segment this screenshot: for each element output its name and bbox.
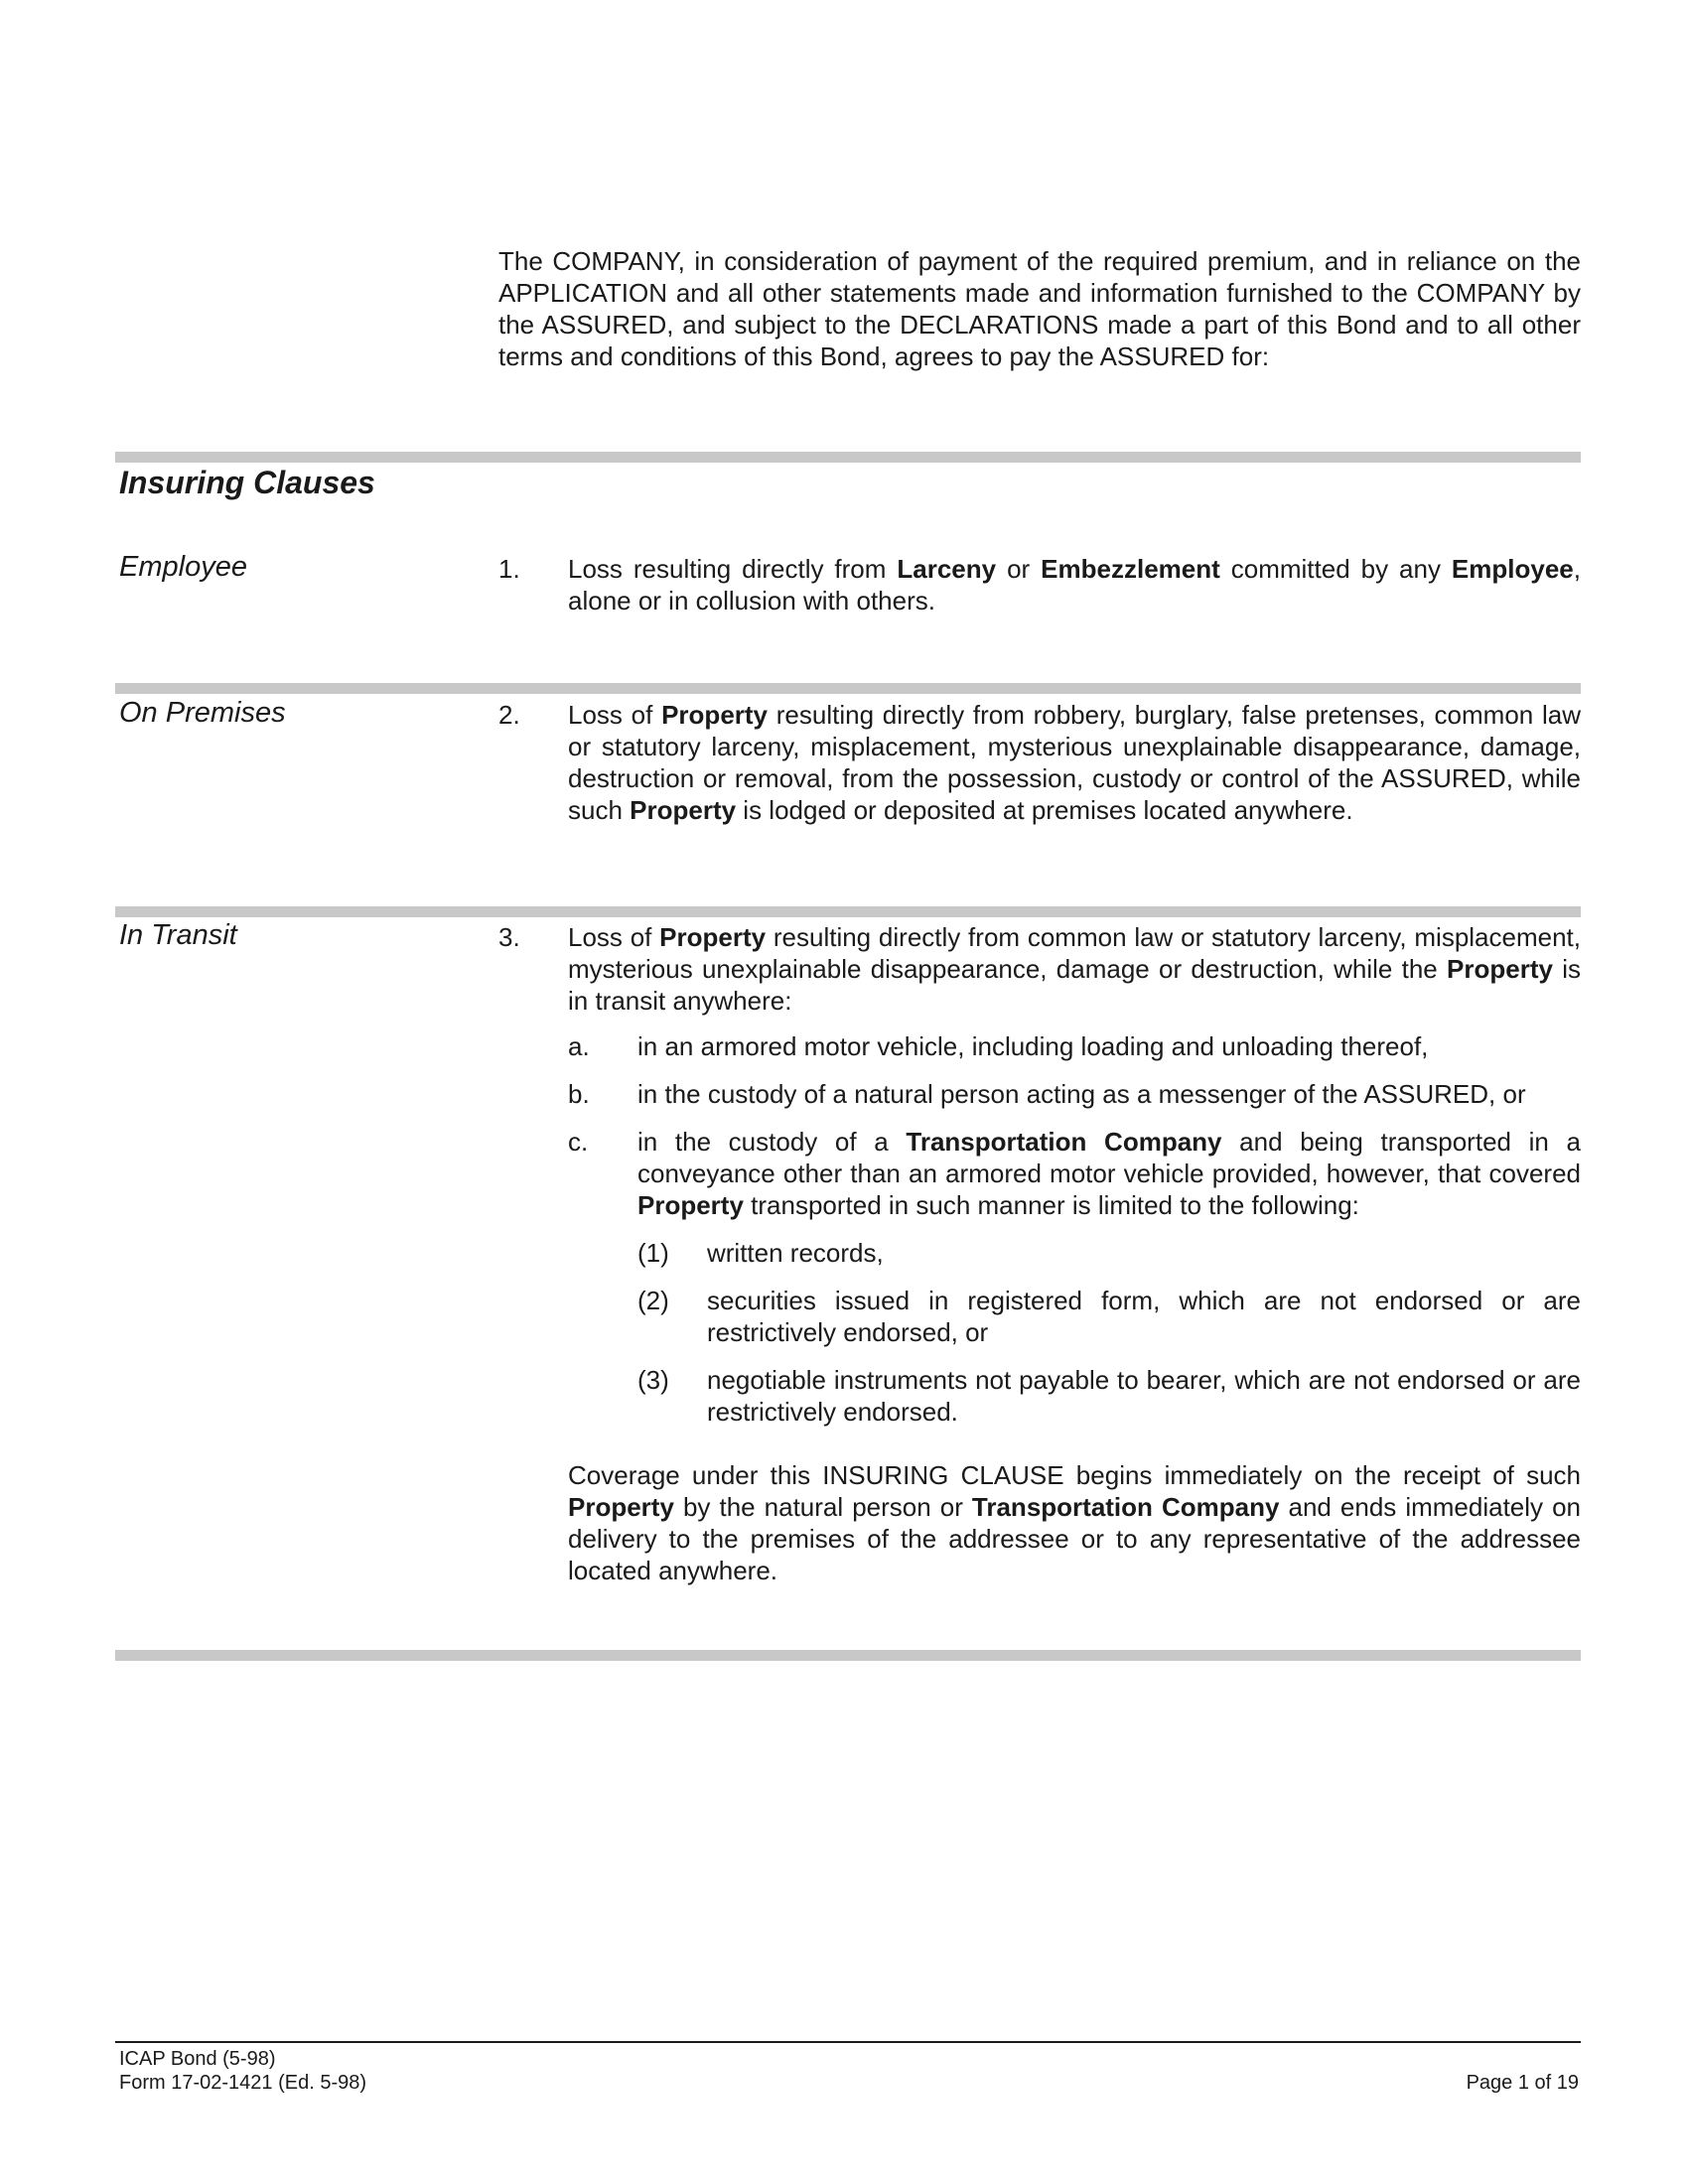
footer-form-number: Form 17-02-1421 (Ed. 5-98) — [119, 2072, 367, 2094]
clause-number: 2. — [498, 700, 520, 730]
clause-employee — [498, 553, 1581, 616]
section-divider — [115, 683, 1581, 694]
defined-term: Embezzlement — [1041, 554, 1220, 584]
text-run: Loss resulting directly from — [568, 554, 898, 584]
closing-paragraph — [568, 1459, 1581, 1586]
sub-item-b — [568, 1078, 1581, 1110]
sub-item-text: in an armored motor vehicle, including loading and unloading thereof, — [637, 1031, 1429, 1061]
clause-number: 1. — [498, 554, 520, 584]
defined-term: Property — [568, 1492, 674, 1522]
clause-item — [498, 699, 1581, 826]
footer-bond-title: ICAP Bond (5-98) — [119, 2048, 276, 2070]
section-divider — [115, 1650, 1581, 1661]
sub-sub-item-3 — [637, 1364, 1581, 1428]
text-run: or — [996, 554, 1042, 584]
sub-item-letter: c. — [568, 1127, 589, 1157]
defined-term: Larceny — [897, 554, 997, 584]
defined-term: Transportation Company — [971, 1492, 1280, 1522]
clause-number: 3. — [498, 922, 520, 952]
sub-sub-item-marker: (2) — [637, 1286, 669, 1315]
sub-item-c — [568, 1126, 1581, 1443]
text-run: , alone or in collusion with others. — [568, 554, 1581, 615]
clause-text — [568, 699, 1581, 826]
sub-item-text — [637, 1126, 1581, 1221]
clause-item — [498, 921, 1581, 1586]
clause-on-premises — [498, 699, 1581, 826]
clause-label-in-transit: In Transit — [119, 919, 237, 951]
footer-rule — [115, 2041, 1581, 2043]
text-run: resulting directly from common law or statutory larceny, misplacement, mysterious unexplainable disappearance, damage or destruction, while the — [568, 922, 1581, 984]
page-footer — [119, 2047, 1579, 2095]
sub-item-a — [568, 1030, 1581, 1062]
text-run: Loss of — [568, 700, 662, 730]
clause-label-employee: Employee — [119, 551, 247, 583]
sub-sub-item-marker: (3) — [637, 1365, 669, 1395]
clause-body — [568, 921, 1581, 1586]
sub-sub-item-text: securities issued in registered form, which are not endorsed or are restrictively endorsed, or — [707, 1286, 1581, 1347]
sub-item-letter: a. — [568, 1031, 590, 1061]
sub-item-body — [637, 1126, 1581, 1443]
text-run: by the natural person or — [673, 1492, 972, 1522]
clause-in-transit — [498, 921, 1581, 1586]
text-run: and ends immediately on delivery to the premises of the addressee or to any representative of the addressee located anywhere. — [568, 1492, 1581, 1585]
section-divider — [115, 906, 1581, 917]
text-run: and being transported in a conveyance other than an armored motor vehicle provided, however, that covered — [637, 1127, 1581, 1188]
section-divider — [115, 452, 1581, 463]
text-run: committed by any — [1219, 554, 1452, 584]
clause-text — [568, 553, 1581, 616]
sub-sub-item-marker: (1) — [637, 1238, 669, 1268]
text-run: Coverage under this INSURING CLAUSE begins immediately on the receipt of such — [568, 1460, 1581, 1490]
defined-term: Property — [630, 795, 737, 825]
text-run: in the custody of a — [637, 1127, 907, 1157]
text-run: transported in such manner is limited to the following: — [743, 1190, 1359, 1220]
text-run: is in transit anywhere: — [568, 954, 1581, 1016]
text-run: Loss of — [568, 922, 660, 952]
text-run: is lodged or deposited at premises located anywhere. — [736, 795, 1353, 825]
text-run: resulting directly from robbery, burglary, false pretenses, common law or statutory larceny, misplacement, mysterious unexplainable disappearance, damage, destruction or removal, from the possession, custody or control of the ASSURED, while such — [568, 700, 1581, 825]
section-heading: Insuring Clauses — [119, 465, 375, 500]
intro-paragraph: The COMPANY, in consideration of payment of the required premium, and in reliance on the APPLICATION and all other statements made and information furnished to the COMPANY by the ASSURED, and subject to the DECLARATIONS made a part of this Bond and to all other terms and conditions of this Bond, agrees to pay the ASSURED for: — [498, 246, 1581, 371]
defined-term: Property — [659, 922, 767, 952]
defined-term: Property — [661, 700, 769, 730]
defined-term: Transportation Company — [906, 1127, 1222, 1157]
defined-term: Property — [637, 1190, 744, 1220]
sub-item-text: in the custody of a natural person acting as a messenger of the ASSURED, or — [637, 1079, 1526, 1109]
sub-list — [568, 1030, 1581, 1443]
clause-item — [498, 553, 1581, 616]
sub-sub-item-text: written records, — [707, 1238, 884, 1268]
sub-sub-list — [637, 1237, 1581, 1428]
sub-sub-item-text: negotiable instruments not payable to bearer, which are not endorsed or are restrictively endorsed. — [707, 1365, 1581, 1427]
defined-term: Employee — [1451, 554, 1574, 584]
defined-term: Property — [1447, 954, 1553, 984]
clause-text — [568, 921, 1581, 1017]
sub-sub-item-1 — [637, 1237, 1581, 1269]
sub-sub-item-2 — [637, 1285, 1581, 1348]
sub-item-letter: b. — [568, 1079, 590, 1109]
clause-label-on-premises: On Premises — [119, 697, 286, 729]
page-number: Page 1 of 19 — [1466, 2072, 1579, 2094]
